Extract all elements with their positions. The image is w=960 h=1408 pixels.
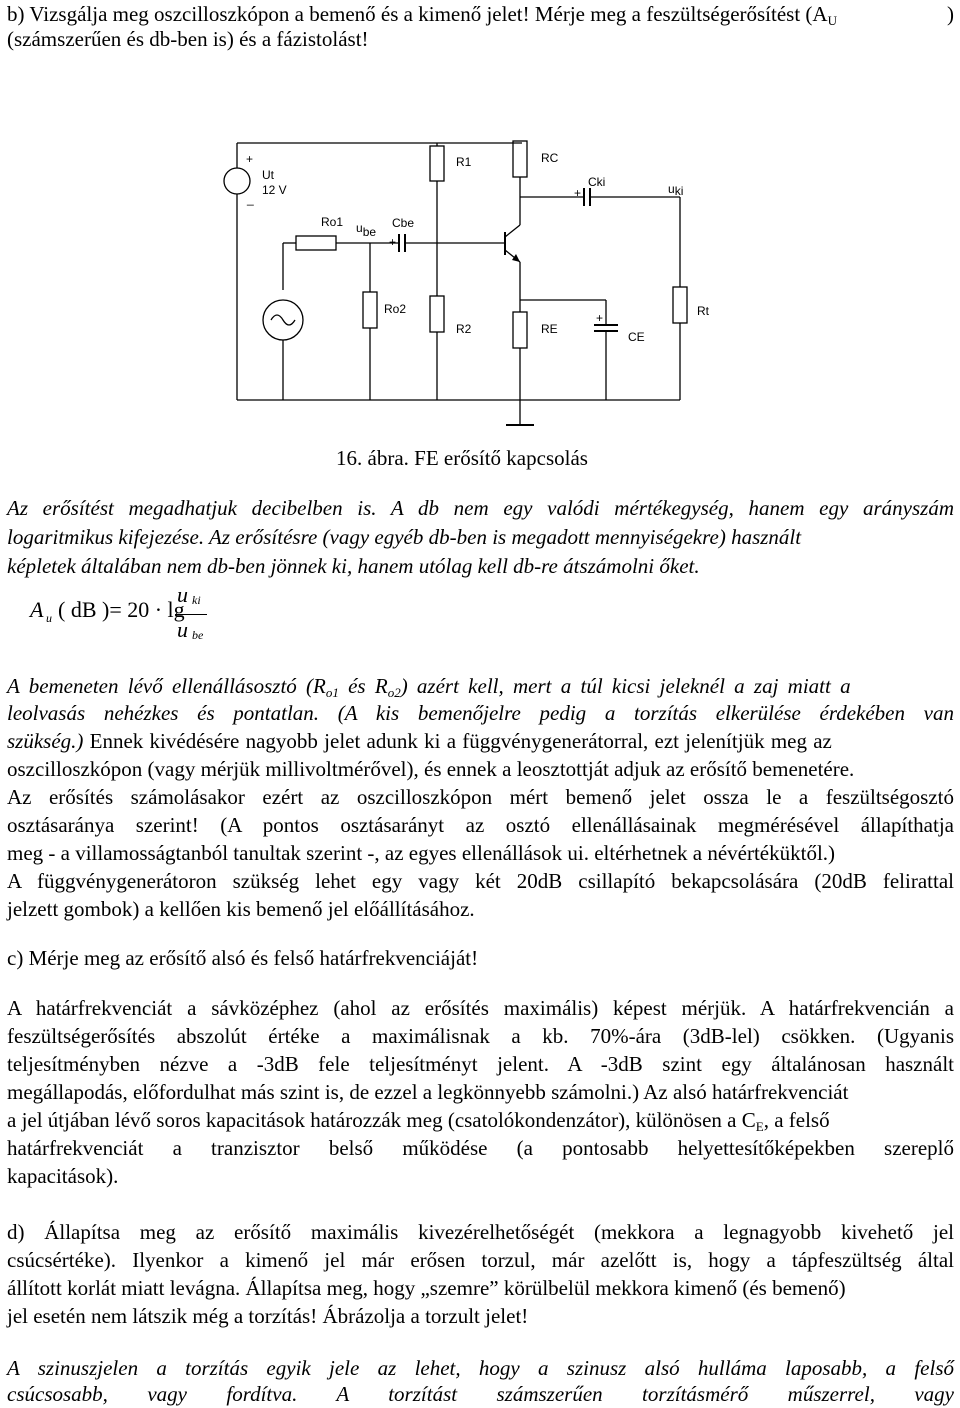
- formula-numerator: u: [177, 582, 188, 607]
- divider-par-line6: osztásaránya szerint! (A pontos osztásarányt az osztó ellenállásainak megmérésével állapíthatja: [7, 813, 954, 837]
- question-d-line3: állított korlát miatt levágna. Állapítsa meg, hogy „szemre” körülbelül mekkora kimenő (és bemenő): [7, 1276, 846, 1300]
- divider-par-line1: [7, 674, 851, 698]
- question-d-line2: csúcsértéke). Ilyenkor a kimenő jel már erősen torzul, már azelőtt is, hogy a tápfeszültség által: [7, 1248, 954, 1272]
- db-par-line2: [7, 525, 954, 549]
- divider-par-line4: oszcilloszkópon (vagy mérjük millivoltmérővel), és ennek a leosztottját adjuk az erősítő bemenetére.: [7, 757, 855, 781]
- formula-numerator-sub: ki: [192, 593, 201, 607]
- divider-par-line3: [7, 729, 832, 753]
- divider-par-line7: meg - a villamosságtanból tanultak szerint -, az egyes ellenállások ui. eltérhetnek a névértéküktől.): [7, 841, 836, 865]
- uki-label: uki: [668, 182, 684, 198]
- last-par-line2: csúcsosabb, vagy fordítva. A torzítást számszerűen torzításmérő műszerrel, vagy: [7, 1382, 954, 1406]
- db-par-line2-text: logaritmikus kifejezése. Az erősítésre (vagy egyéb db-ben is megadott mennyiségekre) használt: [7, 525, 802, 549]
- question-c: c) Mérje meg az erősítő alsó és felső határfrekvenciáját!: [7, 946, 479, 970]
- cki-label: Cki: [588, 175, 606, 189]
- ro1-subscript: o1: [325, 685, 339, 700]
- freq-par-line6: határfrekvenciát a tranzisztor belső működése (a pontosabb helyettesítőképekben szereplő: [7, 1136, 954, 1160]
- ro2-subscript: o2: [387, 685, 401, 700]
- cbe-plus-label: +: [389, 235, 397, 249]
- r2-label: R2: [456, 322, 472, 336]
- ce-label: CE: [628, 330, 645, 344]
- freq-par-line1: A határfrekvenciát a sávközéphez (ahol az erősítés maximális) képest mérjük. A határfrekvencián a: [7, 996, 954, 1020]
- divider-par-l1c: ) azért kell, mert a túl kicsi jeleknél a zaj miatt a: [400, 674, 851, 698]
- divider-par-l1a: A bemeneten lévő ellenállásosztó (R: [7, 674, 326, 698]
- gain-formula: [30, 582, 230, 645]
- formula-denominator-sub: be: [192, 628, 204, 642]
- divider-par-line8: A függvénygenerátoron szükség lehet egy vagy két 20dB csillapító bekapcsolására (20dB felirattal: [7, 869, 954, 893]
- divider-par-line2: leolvasás nehézkes és pontatlan. (A kis bemenőjelre pedig a torzítás elkerülése érdekében van: [7, 701, 954, 725]
- ube-label: ube: [356, 221, 377, 239]
- question-d-line4: jel esetén nem látszik még a torzítás! Ábrázolja a torzult jelet!: [7, 1304, 529, 1328]
- ut-value-label: 12 V: [262, 183, 287, 197]
- freq-par-line7: kapacitások).: [7, 1164, 119, 1188]
- ce-subscript: E: [755, 1119, 764, 1134]
- ro1-label: Ro1: [321, 215, 344, 229]
- divider-par-l3b: Ennek kivédésére nagyobb jelet adunk ki a függvénygenerátorral, ezt jelenítjük meg az: [83, 729, 832, 753]
- emitter-arrow: [512, 254, 520, 262]
- ce-plus-label: +: [596, 311, 604, 325]
- divider-par-l3a: szükség.): [7, 729, 84, 753]
- source-minus-label: _: [247, 192, 254, 206]
- r1-label: R1: [456, 155, 472, 169]
- re-label: RE: [541, 322, 558, 336]
- paren-close: ): [947, 2, 954, 26]
- divider-par-line5: Az erősítés számolásakor ezért az oszcilloszkópon mért bemenő jelet ossza le a feszültségosztó: [7, 785, 954, 809]
- formula-a: A: [30, 597, 44, 622]
- ut-label: Ut: [262, 168, 274, 182]
- formula-body: ( dB )= 20 · lg: [58, 597, 185, 622]
- fraction-bar: [175, 614, 207, 615]
- ro2-label: Ro2: [384, 302, 407, 316]
- cbe-label: Cbe: [392, 216, 415, 230]
- freq-par-line5: [7, 1108, 830, 1132]
- rt-label: Rt: [697, 304, 709, 318]
- divider-par-l1b: és R: [338, 674, 388, 698]
- question-d-line1: d) Állapítsa meg az erősítő maximális kivezérelhetőségét (mekkora a legnagyobb kivehető jel: [7, 1220, 954, 1244]
- freq-par-line3: teljesítményben nézve a -3dB fele teljesítményt jelent. A -3dB szint egy általánosan használt: [7, 1052, 954, 1076]
- figure-caption: 16. ábra. FE erősítő kapcsolás: [336, 446, 588, 470]
- source-plus-label: +: [246, 152, 254, 166]
- freq-par-line4: megállapodás, előfordulhat más szint is, de ezzel a legkönnyebb számolni.) Az alsó határfrekvenciát: [7, 1080, 849, 1104]
- last-par-line1: A szinuszjelen a torzítás egyik jele az lehet, hogy a szinusz alsó hulláma laposabb, a felső: [7, 1356, 954, 1380]
- formula-denominator: u: [177, 617, 188, 642]
- freq-par-l5a: a jel útjában lévő soros kapacitások határozzák meg (csatolókondenzátor), különösen a C: [7, 1108, 756, 1132]
- db-par-line3: képletek általában nem db-ben jönnek ki, hanem utólag kell db-re átszámolni őket.: [7, 554, 700, 578]
- cki-plus-label: +: [574, 186, 582, 200]
- question-b-text: b) Vizsgálja meg oszcilloszkópon a bemenő és a kimenő jelet! Mérje meg a feszültségerősítést (A: [7, 2, 828, 26]
- rc-label: RC: [541, 151, 559, 165]
- freq-par-l5b: , a felső: [763, 1108, 830, 1132]
- freq-par-line2: feszültségerősítés abszolút értéke a maximálisnak a kb. 70%-ára (3dB-lel) csökken. (Ugyanis: [7, 1024, 954, 1048]
- circuit-diagram: [220, 140, 740, 440]
- db-par-line1: Az erősítést megadhatjuk decibelben is. A db nem egy valódi mértékegység, hanem egy arányszám: [7, 496, 954, 520]
- divider-par-line9: jelzett gombok) a kellően kis bemenő jel előállításához.: [7, 897, 475, 921]
- question-b-text-2: (számszerűen és db-ben is) és a fázistolást!: [7, 27, 369, 51]
- question-b-line1: [7, 2, 837, 26]
- formula-a-sub: u: [46, 611, 52, 625]
- gain-subscript: U: [827, 13, 837, 28]
